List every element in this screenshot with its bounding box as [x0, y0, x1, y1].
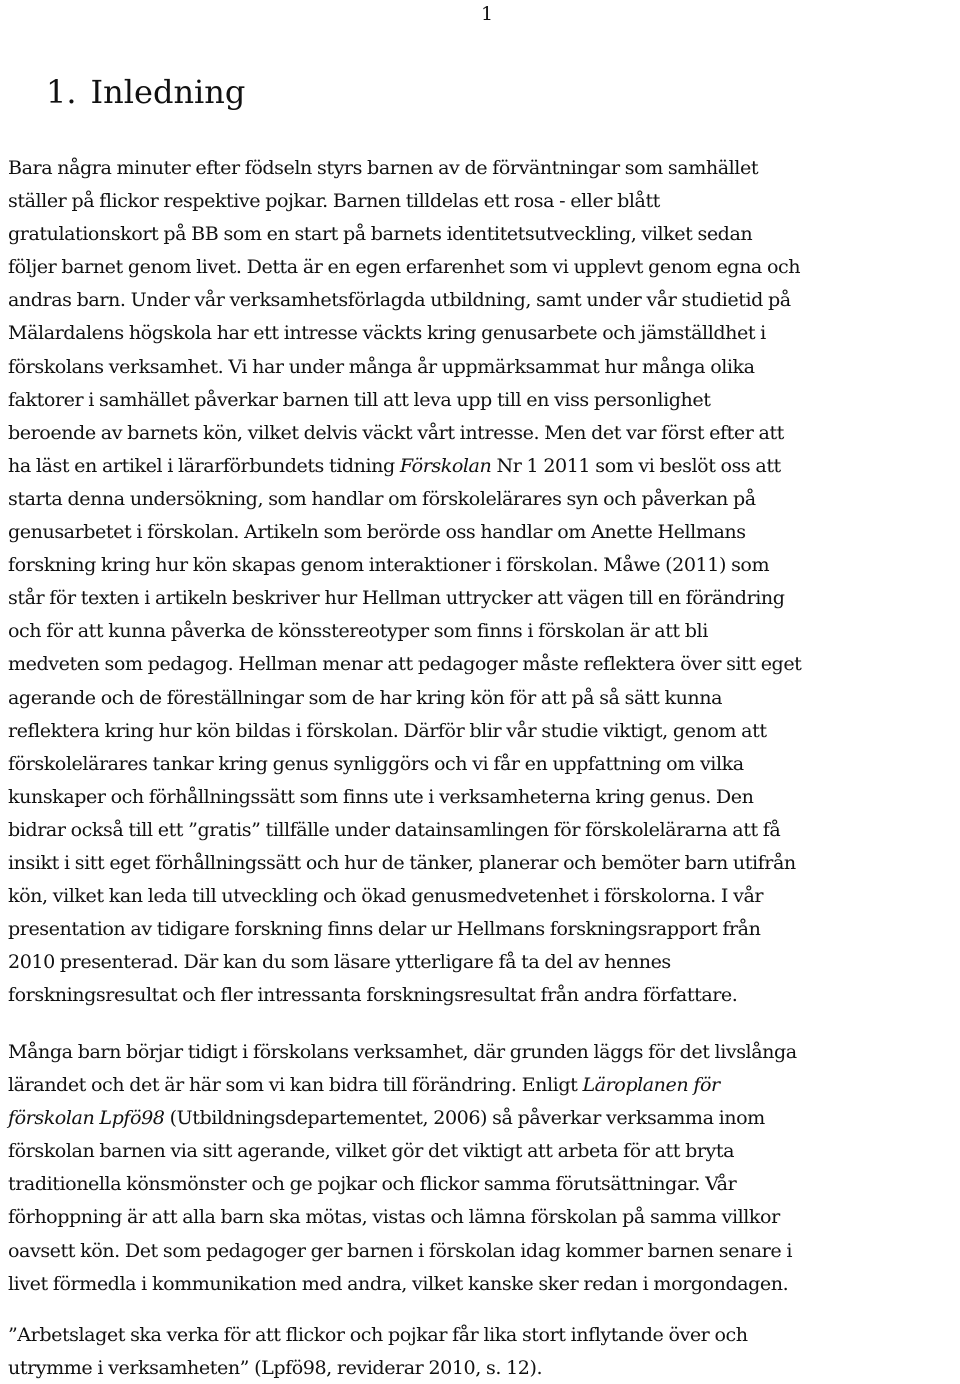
text-line: står för texten i artikeln beskriver hur Hellman uttrycker att vägen till en förändring — [8, 586, 785, 610]
text-line — [8, 449, 960, 482]
section-heading — [46, 72, 245, 112]
text-line: oavsett kön. Det som pedagoger ger barnen i förskolan idag kommer barnen senare i — [8, 1238, 792, 1262]
block-quote — [8, 1318, 960, 1384]
text-segment: Nr 1 2011 som vi beslöt oss att — [491, 453, 781, 477]
quote-line: utrymme i verksamheten” (Lpfö98, reviderar 2010, s. 12). — [8, 1356, 543, 1380]
quote-line: ”Arbetslaget ska verka för att flickor och pojkar får lika stort inflytande över och — [8, 1323, 748, 1346]
text-line: kön, vilket kan leda till utveckling och ökad genusmedvetenhet i förskolorna. I vår — [8, 884, 764, 908]
curriculum-title: förskolan Lpfö98 — [8, 1106, 165, 1130]
text-line — [8, 1101, 960, 1134]
text-line: följer barnet genom livet. Detta är en egen erfarenhet som vi upplevt genom egna och — [8, 255, 801, 279]
text-line: genusarbetet i förskolan. Artikeln som berörde oss handlar om Anette Hellmans — [8, 520, 746, 544]
text-line: Bara några minuter efter födseln styrs barnen av de förväntningar som samhället — [8, 156, 759, 179]
paragraph-curriculum — [8, 1035, 960, 1300]
text-line — [8, 1068, 960, 1101]
text-line: faktorer i samhället påverkar barnen till att leva upp till en viss personlighet — [8, 387, 711, 411]
text-line: Många barn börjar tidigt i förskolans verksamhet, där grunden läggs för det livslånga — [8, 1040, 797, 1063]
text-line: forskning kring hur kön skapas genom interaktioner i förskolan. Måwe (2011) som — [8, 553, 770, 577]
curriculum-title: Läroplanen för — [582, 1073, 720, 1097]
text-line: Mälardalens högskola har ett intresse väckts kring genusarbete och jämställdhet i — [8, 321, 766, 345]
text-segment: ha läst en artikel i lärarförbundets tidning — [8, 453, 400, 477]
text-line: 2010 presenterad. Där kan du som läsare ytterligare få ta del av hennes — [8, 950, 671, 974]
text-line: förskolelärares tankar kring genus synliggörs och vi får en uppfattning om vilka — [8, 751, 744, 775]
text-line: forskningsresultat och fler intressanta forskningsresultat från andra författare. — [8, 983, 738, 1007]
text-line: och för att kunna påverka de könsstereotyper som finns i förskolan är att bli — [8, 619, 708, 643]
section-number: 1. — [46, 73, 77, 111]
text-line: förskolans verksamhet. Vi har under många år uppmärksammat hur många olika — [8, 354, 755, 378]
text-line: insikt i sitt eget förhållningssätt och hur de tänker, planerar och bemöter barn utifrån — [8, 850, 796, 874]
text-line: andras barn. Under vår verksamhetsförlagda utbildning, samt under vår studietid på — [8, 288, 791, 312]
text-line: reflektera kring hur kön bildas i förskolan. Därför blir vår studie viktigt, genom att — [8, 718, 767, 742]
paragraph-intro — [8, 151, 960, 1011]
text-line: livet förmedla i kommunikation med andra, vilket kanske sker redan i morgondagen. — [8, 1271, 789, 1295]
text-line: kunskaper och förhållningssätt som finns ute i verksamheterna kring genus. Den — [8, 784, 754, 808]
journal-title: Förskolan — [399, 453, 492, 477]
section-title: Inledning — [90, 73, 246, 111]
text-line: agerande och de föreställningar som de har kring kön för att på så sätt kunna — [8, 685, 723, 709]
text-segment: lärandet och det är här som vi kan bidra till förändring. Enligt — [8, 1073, 583, 1097]
text-line: beroende av barnets kön, vilket delvis väckt vårt intresse. Men det var först efter att — [8, 420, 784, 444]
text-line: starta denna undersökning, som handlar om förskolelärares syn och påverkan på — [8, 486, 756, 510]
text-line: ställer på flickor respektive pojkar. Barnen tilldelas ett rosa - eller blått — [8, 189, 660, 213]
text-line: traditionella könsmönster och ge pojkar och flickor samma förutsättningar. Vår — [8, 1172, 737, 1196]
text-segment: (Utbildningsdepartementet, 2006) så påverkar verksamma inom — [164, 1106, 765, 1130]
page-number: 1 — [481, 3, 494, 25]
text-line: förskolan barnen via sitt agerande, vilket gör det viktigt att arbeta för att bryta — [8, 1139, 735, 1163]
text-line: medveten som pedagog. Hellman menar att pedagoger måste reflektera över sitt eget — [8, 652, 802, 676]
text-line: bidrar också till ett ”gratis” tillfälle under datainsamlingen för förskolelärarna att få — [8, 817, 781, 841]
text-line: presentation av tidigare forskning finns delar ur Hellmans forskningsrapport från — [8, 917, 761, 941]
text-line: gratulationskort på BB som en start på barnets identitetsutveckling, vilket sedan — [8, 222, 753, 246]
text-line: förhoppning är att alla barn ska mötas, vistas och lämna förskolan på samma villkor — [8, 1205, 780, 1229]
